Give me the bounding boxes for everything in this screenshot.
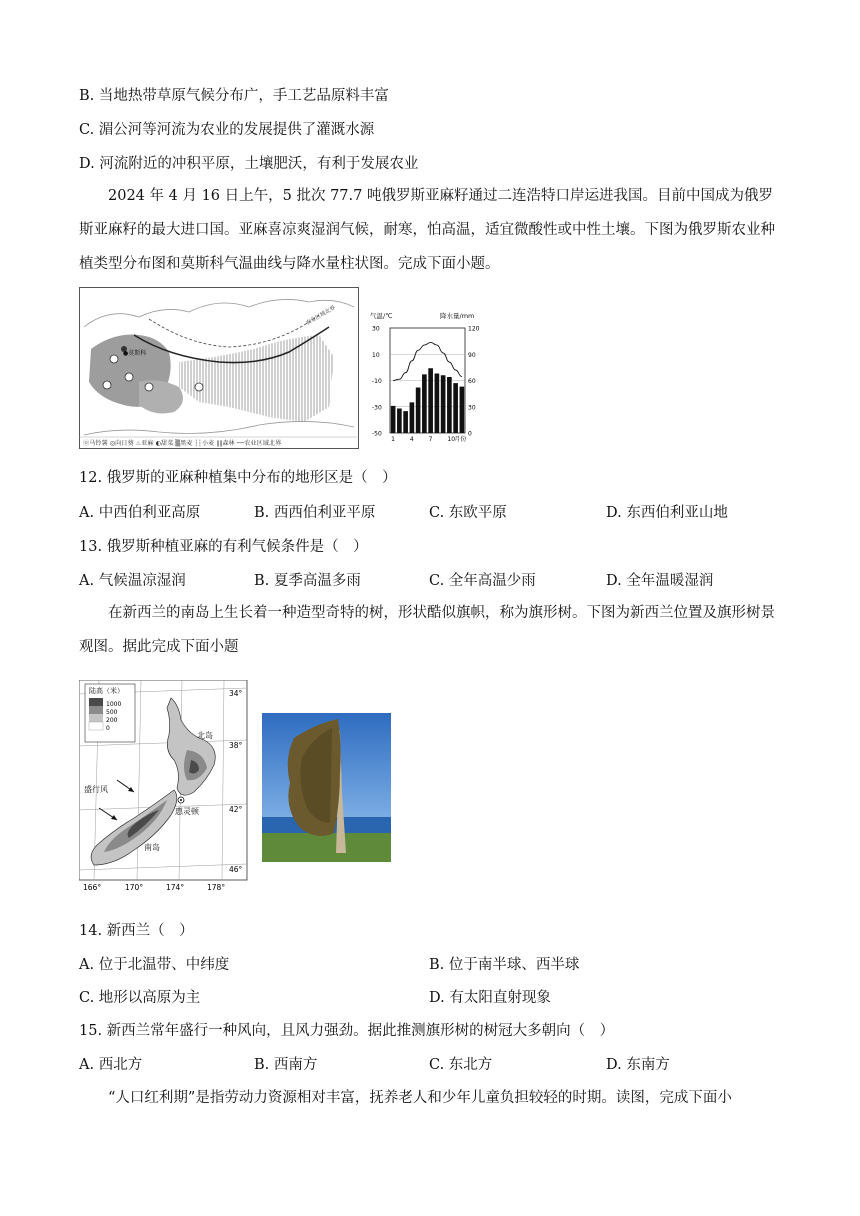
precip-bar bbox=[441, 375, 446, 433]
precip-bar bbox=[447, 377, 452, 433]
lon-174: 174° bbox=[166, 883, 185, 892]
x-tick-label: 7 bbox=[428, 436, 433, 443]
q14-option-a: A. 位于北温带、中纬度 bbox=[79, 957, 230, 973]
q14-option-b: B. 位于南半球、西半球 bbox=[429, 957, 580, 973]
right-tick-label: 60 bbox=[468, 378, 476, 385]
x-tick-label: 1 bbox=[391, 436, 395, 443]
q12-option-c: C. 东欧平原 bbox=[429, 505, 507, 521]
x-axis-unit: 月份 bbox=[454, 436, 467, 443]
x-tick-label: 4 bbox=[409, 436, 414, 443]
north-island-label: 北岛 bbox=[197, 731, 213, 740]
left-tick-label: 10 bbox=[372, 351, 380, 359]
x-tick-label: 10 bbox=[447, 436, 456, 443]
passage-flax: 2024 年 4 月 16 日上午，5 批次 77.7 吨俄罗斯亚麻籽通过二连浩特口岸运进我国。目前中国成为俄罗斯亚麻籽的最大进口国。亚麻喜凉爽湿润气候，耐寒，怕高温，适宜微酸性或中性土壤。下图为俄罗斯农业种植类型分布图和莫斯科气温曲线与降水量柱状图。完成下面小题。 bbox=[79, 188, 775, 272]
right-axis-label: 降水量/mm bbox=[440, 312, 475, 320]
right-tick-label: 120 bbox=[468, 325, 480, 333]
left-tick-label: -50 bbox=[372, 430, 382, 438]
q15-option-d: D. 东南方 bbox=[606, 1057, 670, 1073]
precip-bar bbox=[410, 402, 415, 433]
q15-option-c: C. 东北方 bbox=[429, 1057, 493, 1073]
legend-title: 陆高（米） bbox=[89, 687, 124, 695]
option-b-prev: B. 当地热带草原气候分布广，手工艺品原料丰富 bbox=[79, 88, 389, 104]
south-island-label: 南岛 bbox=[144, 843, 160, 852]
q14-option-c: C. 地形以高原为主 bbox=[79, 990, 201, 1006]
q12-stem: 12. 俄罗斯的亚麻种植集中分布的地形区是（ ） bbox=[79, 470, 397, 486]
q13-option-a: A. 气候温凉湿润 bbox=[79, 573, 186, 589]
lat-42: 42° bbox=[229, 805, 243, 814]
lat-46: 46° bbox=[229, 865, 243, 874]
precip-bar bbox=[435, 374, 440, 434]
passage-nz: 在新西兰的南岛上生长着一种造型奇特的树，形状酷似旗帜，称为旗形树。下图为新西兰位置及旗形树景观图。据此完成下面小题 bbox=[79, 605, 775, 655]
precip-bar bbox=[422, 374, 427, 433]
legend-0: 0 bbox=[106, 725, 110, 732]
option-d-prev: D. 河流附近的冲积平原，土壤肥沃，有利于发展农业 bbox=[79, 156, 419, 172]
q13-stem: 13. 俄罗斯种植亚麻的有利气候条件是（ ） bbox=[79, 539, 368, 555]
lon-166: 166° bbox=[83, 883, 102, 892]
wind-label: 盛行风 bbox=[84, 785, 108, 794]
precip-bar bbox=[403, 411, 408, 433]
lat-38: 38° bbox=[229, 741, 243, 750]
right-tick-label: 30 bbox=[468, 404, 476, 412]
left-axis-label: 气温/℃ bbox=[370, 312, 393, 320]
moscow-climate-chart bbox=[370, 310, 485, 452]
left-tick-label: -30 bbox=[372, 404, 382, 412]
new-zealand-map bbox=[79, 680, 254, 899]
q15-option-b: B. 西南方 bbox=[254, 1057, 318, 1073]
lon-170: 170° bbox=[125, 883, 144, 892]
wellington-label: 惠灵顿 bbox=[175, 807, 199, 816]
precip-bar bbox=[391, 406, 396, 433]
q15-option-a: A. 西北方 bbox=[79, 1057, 143, 1073]
lat-34: 34° bbox=[229, 689, 243, 698]
q12-option-b: B. 西西伯利亚平原 bbox=[254, 505, 376, 521]
q15-stem: 15. 新西兰常年盛行一种风向，且风力强劲。据此推测旗形树的树冠大多朝向（ ） bbox=[79, 1023, 615, 1039]
legend-1000: 1000 bbox=[106, 701, 122, 708]
q14-stem: 14. 新西兰（ ） bbox=[79, 923, 194, 939]
q13-option-b: B. 夏季高温多雨 bbox=[254, 573, 361, 589]
lon-178: 178° bbox=[207, 883, 226, 892]
flag-tree-photo bbox=[262, 713, 391, 866]
russia-map-legend: ⓪马铃薯 ◎向日葵 ♨亚麻 ◐甜菜 ▒黑麦 ┆┆小麦 ∥∥森林 ──农业区域北界 bbox=[83, 440, 282, 447]
precip-bar bbox=[428, 368, 433, 433]
boundary-label: 农业区域北界 bbox=[305, 305, 337, 327]
precip-bar bbox=[416, 388, 421, 434]
legend-500: 500 bbox=[106, 709, 118, 716]
precip-bar bbox=[453, 383, 458, 433]
russia-agri-map bbox=[79, 287, 359, 453]
q12-option-a: A. 中西伯利亚高原 bbox=[79, 505, 201, 521]
q13-option-c: C. 全年高温少雨 bbox=[429, 573, 536, 589]
legend-200: 200 bbox=[106, 717, 118, 724]
q13-option-d: D. 全年温暖湿润 bbox=[606, 573, 714, 589]
option-c-prev: C. 湄公河等河流为农业的发展提供了灌溉水源 bbox=[79, 122, 375, 138]
q12-option-d: D. 东西伯利亚山地 bbox=[606, 505, 728, 521]
precip-bar bbox=[397, 409, 402, 434]
right-tick-label: 0 bbox=[468, 430, 472, 438]
q14-option-d: D. 有太阳直射现象 bbox=[429, 990, 551, 1006]
passage-population: “人口红利期”是指劳动力资源相对丰富，抚养老人和少年儿童负担较轻的时期。读图，完成下面小 bbox=[108, 1090, 732, 1106]
left-tick-label: -10 bbox=[372, 378, 382, 385]
right-tick-label: 90 bbox=[468, 351, 476, 359]
precip-bar bbox=[460, 387, 465, 433]
left-tick-label: 30 bbox=[372, 325, 380, 333]
moscow-label: ●莫斯科 bbox=[123, 350, 147, 357]
